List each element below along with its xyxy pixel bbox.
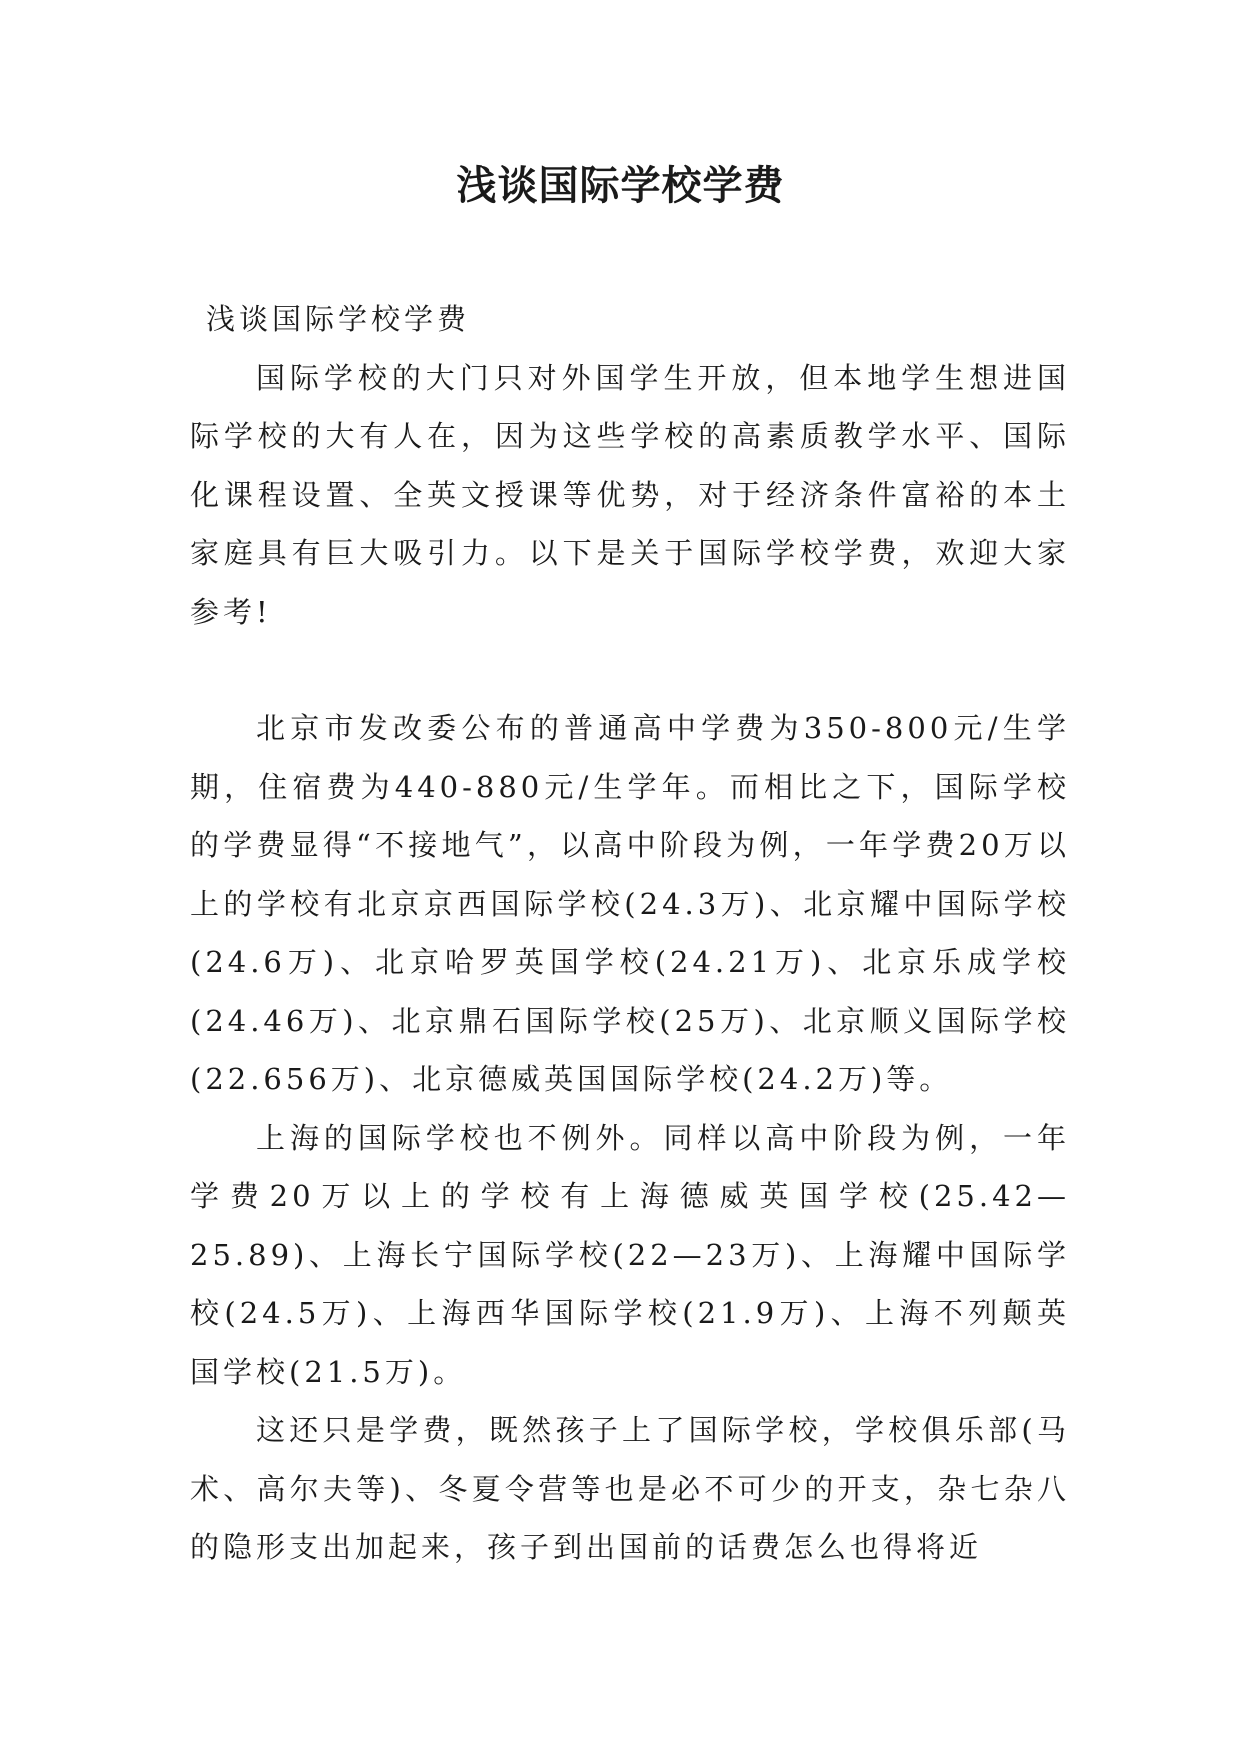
paragraph-shanghai-fees: 上海的国际学校也不例外。同样以高中阶段为例，一年学费20万以上的学校有上海德威英国学校(25.42—25.89)、上海长宁国际学校(22—23万)、上海耀中国际学校(24.5万)、上海西华国际学校(21.9万)、上海不列颠英国学校(21.5万)。: [190, 1120, 1070, 1389]
paragraph-extra-costs: 这还只是学费，既然孩子上了国际学校，学校俱乐部(马术、高尔夫等)、冬夏令营等也是必不可少的开支，杂七杂八的隐形支出加起来，孩子到出国前的话费怎么也得将近: [190, 1413, 1070, 1564]
paragraph-spacer: [190, 641, 1070, 699]
document-body: [190, 290, 1070, 1577]
paragraph-intro: 国际学校的大门只对外国学生开放，但本地学生想进国际学校的大有人在，因为这些学校的高素质教学水平、国际化课程设置、全英文授课等优势，对于经济条件富裕的本土家庭具有巨大吸引力。以下是关于国际学校学费，欢迎大家参考!: [190, 360, 1070, 629]
paragraph-beijing-fees: 北京市发改委公布的普通高中学费为350-800元/生学期，住宿费为440-880元/生学年。而相比之下，国际学校的学费显得“不接地气”，以高中阶段为例，一年学费20万以上的学校有北京京西国际学校(24.3万)、北京耀中国际学校(24.6万)、北京哈罗英国学校(24.21万)、北京乐成学校(24.46万)、北京鼎石国际学校(25万)、北京顺义国际学校(22.656万)、北京德威英国国际学校(24.2万)等。: [190, 711, 1070, 1096]
document-title: 浅谈国际学校学费: [456, 162, 785, 209]
document-subtitle: 浅谈国际学校学费: [206, 302, 471, 336]
